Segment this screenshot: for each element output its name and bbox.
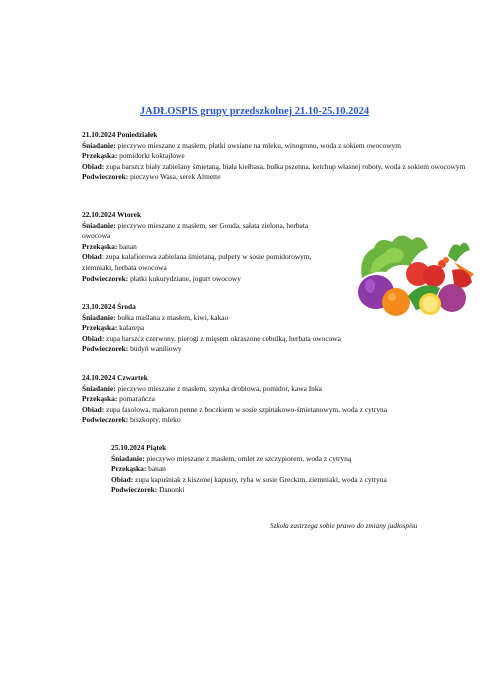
snack-text: kalarepa	[117, 323, 145, 333]
snack-label: Przekąska:	[82, 323, 118, 333]
day-heading: 25.10.2024 Piątek	[111, 443, 167, 452]
snack-row	[82, 394, 472, 405]
lunch-text: zupa kapuśniak z kiszonej kapusty, ryba w sosie Greckim, ziemniaki, woda z cytryna	[133, 474, 387, 484]
snack-label: Przekąska:	[82, 394, 118, 404]
snack-row	[82, 151, 472, 162]
afternoon-label: Podwieczorek:	[82, 172, 129, 182]
afternoon-row	[82, 344, 462, 355]
afternoon-text: Danonki	[157, 485, 185, 495]
lunch-text: : zupa kalafiorowa zabielana śmietaną, pulpety w sosie pomidorowym, ziemniaki, herbata owocowa	[82, 252, 312, 272]
day-heading: 21.10.2024 Poniedziałek	[82, 130, 158, 139]
breakfast-text: pieczywo mieszane z masłem, płatki owsiane na mleku, winogrono, woda z sokiem owocowym	[115, 140, 401, 150]
lunch-label: Obiad:	[82, 333, 105, 343]
breakfast-row	[111, 454, 471, 465]
breakfast-row	[82, 221, 337, 242]
disclaimer-note: Szkoła zastrzega sobie prawo do zmiany jadłospisu	[270, 522, 418, 530]
lunch-label: Obiad:	[82, 161, 105, 171]
breakfast-text: pieczywo mieszane z masłem, omlet ze szczypiorem, woda z cytryną	[144, 453, 352, 463]
breakfast-label: Śniadanie:	[82, 312, 116, 322]
afternoon-row	[82, 415, 472, 426]
breakfast-text: bułka maślana z masłem, kiwi, kakao	[115, 312, 229, 322]
snack-text: pomarańcza	[117, 394, 155, 404]
afternoon-text: pieczywo Wasa, serek Almette	[128, 172, 221, 182]
breakfast-text: pieczywo mieszane z masłem, szynka drobiowa, pomidor, kawa Inka	[115, 383, 322, 393]
breakfast-row	[82, 313, 462, 324]
breakfast-text: pieczywo mieszane z masłem, ser Gouda, sałata zielona, herbata owocowa	[82, 220, 309, 241]
snack-row	[82, 242, 337, 253]
lunch-row	[82, 334, 462, 345]
snack-text: banan	[117, 241, 137, 251]
snack-row	[111, 464, 471, 475]
lunch-label: Obiad	[82, 252, 102, 262]
day-tuesday	[82, 210, 337, 284]
afternoon-label: Podwieczorek:	[82, 415, 129, 425]
snack-text: banan	[146, 464, 166, 474]
breakfast-label: Śniadanie:	[82, 220, 116, 230]
page-title: JADŁOSPIS grupy przedszkolnej 21.10-25.10.2024	[139, 106, 370, 117]
lunch-text: zupa fasolowa, makaron penne z boczkiem w sosie szpinakowo-śmietanowym, woda z cytryna	[104, 404, 387, 414]
lunch-text: zupa barszcz biały zabielany śmietaną, biała kiełbasa, bułka pszenna, ketchup własnej roboty, woda z sokiem owocowym	[104, 161, 466, 171]
day-heading: 23.10.2024 Środa	[82, 302, 136, 311]
snack-label: Przekąska:	[82, 151, 118, 161]
snack-label: Przekąska:	[82, 241, 118, 251]
afternoon-text: płatki kukurydziane, jogurt owocowy	[128, 273, 241, 283]
day-thursday	[82, 373, 472, 426]
breakfast-label: Śniadanie:	[82, 383, 116, 393]
lunch-text: zupa barszcz czerwony, pierogi z mięsem okraszone cebulką, herbata owocowa	[104, 333, 341, 343]
breakfast-row	[82, 384, 472, 395]
lunch-label: Obiad:	[111, 474, 134, 484]
lunch-row	[82, 405, 472, 416]
day-heading: 24.10.2024 Czwartek	[82, 373, 148, 382]
snack-row	[82, 323, 462, 334]
lunch-label: Obiad:	[82, 404, 105, 414]
lunch-row	[82, 252, 337, 273]
breakfast-row	[82, 141, 472, 152]
afternoon-label: Podwieczorek:	[82, 273, 129, 283]
lunch-row	[82, 162, 472, 173]
snack-text: pomidorki koktajlowe	[117, 151, 185, 161]
day-wednesday	[82, 302, 462, 355]
afternoon-row	[82, 274, 337, 285]
afternoon-label: Podwieczorek:	[82, 344, 129, 354]
breakfast-label: Śniadanie:	[111, 453, 145, 463]
snack-label: Przekąska:	[111, 464, 147, 474]
day-monday	[82, 130, 472, 183]
lunch-row	[111, 475, 471, 486]
afternoon-text: budyń waniliowy	[128, 344, 182, 354]
afternoon-row	[82, 172, 472, 183]
afternoon-row	[111, 485, 471, 496]
day-friday	[111, 443, 471, 496]
day-heading: 22.10.2024 Wtorek	[82, 210, 142, 219]
breakfast-label: Śniadanie:	[82, 140, 116, 150]
afternoon-text: biszkopty, mleko	[128, 415, 181, 425]
afternoon-label: Podwieczorek:	[111, 485, 158, 495]
